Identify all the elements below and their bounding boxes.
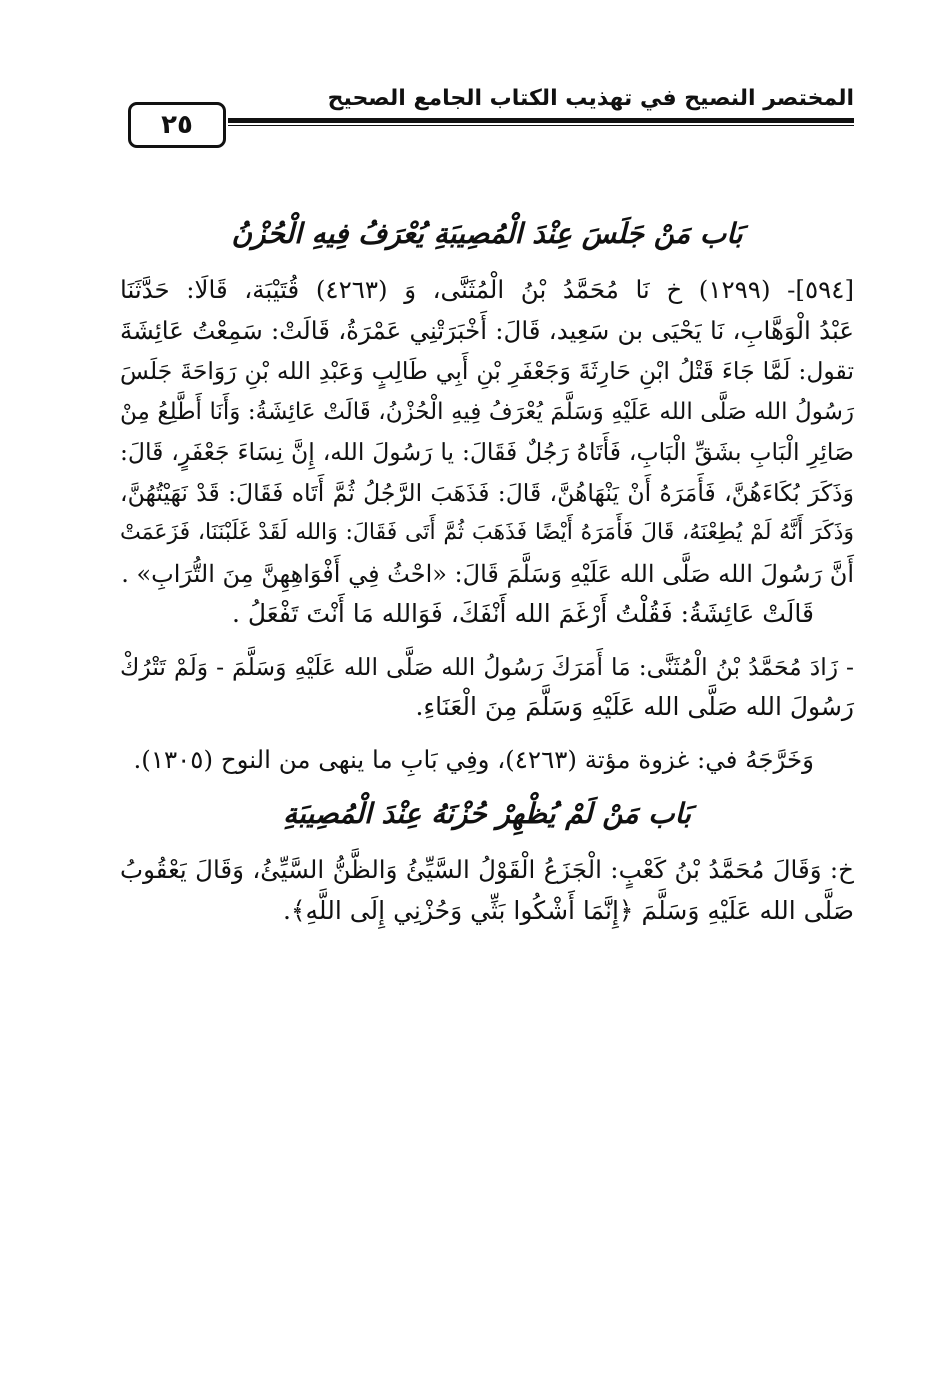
- takhrij-line: وَخَرَّجَهُ في: غزوة مؤتة (٤٢٦٣)، وفِي بَابِ ما ينهى من النوح (١٣٠٥).: [133, 744, 814, 774]
- text-line: رَسُولُ الله صَلَّى الله عَلَيْهِ وَسَلَّمَ يُعْرَفُ فِيهِ الْحُزْنُ، قَالَتْ عَائِشَةُ: وَأَنَا أَطَّلِعُ مِنْ: [120, 398, 854, 425]
- running-title: المختصر النصيح في تهذيب الكتاب الجامع الصحيح: [327, 86, 854, 111]
- page-body: [120, 212, 854, 931]
- aisha-line: قَالَتْ عَائِشَةُ: فَقُلْتُ أَرْغَمَ الله أَنْفَكَ، فَوَالله مَا أَنْتَ تَفْعَلُ .: [231, 599, 814, 628]
- chapter-title: بَاب مَنْ جَلَسَ عِنْدَ الْمُصِيبَةِ يُعْرَفُ فِيهِ الْحُزْنُ: [231, 217, 743, 250]
- page-number: ٢٥: [128, 102, 226, 148]
- header-rule: [228, 118, 854, 126]
- text-line: [٥٩٤]- (١٢٩٩) خ نَا مُحَمَّدُ بْنُ الْمُثَنَّى، وَ (٤٢٦٣) قُتَيْبَة، قَالَا: حَدَّثَنَا: [120, 275, 854, 304]
- spacer: [120, 635, 854, 647]
- addition-line: رَسُولَ الله صَلَّى الله عَلَيْهِ وَسَلَّمَ مِنَ الْعَنَاءِ.: [415, 692, 854, 721]
- page-header: [120, 78, 854, 168]
- text-line: صَلَّى الله عَلَيْهِ وَسَلَّمَ ﴿إِنَّمَا أَشْكُوا بَثِّي وَحُزْنِي إِلَى اللَّهِ﴾.: [282, 895, 854, 925]
- chapter-title: بَاب مَنْ لَمْ يُظْهِرْ حُزْنَهُ عِنْدَ الْمُصِيبَةِ: [283, 797, 691, 830]
- text-line: وَذَكَرَ أَنَّهُ لَمْ يُطِعْنَهُ، قَالَ فَأَمَرَهُ أَيْضًا فَذَهَبَ ثُمَّ أَتَى فَقَالَ: وَالله لَقَدْ غَلَبْنَنَا، فَزَعَمَتْ: [120, 520, 854, 545]
- text-line: وَذَكَرَ بُكَاءَهُنَّ، فَأَمَرَهُ أَنْ يَنْهَاهُنَّ، قَالَ: فَذَهَبَ الرَّجُلُ ثُمَّ أَتَاه فَقَالَ: قَدْ نَهَيْتُهُنَّ،: [120, 478, 854, 507]
- text-line: عَبْدُ الْوَهَّابِ، نَا يَحْيَى بن سَعِيد، قَالَ: أَخْبَرَتْنِي عَمْرَةُ، قَالَتْ: سَمِعْتُ عَائِشَةَ: [120, 315, 854, 345]
- text-line: صَائِرِ الْبَابِ بشَقِّ الْبَابِ، فَأَتَاهُ رَجُلٌ فَقَالَ: يا رَسُولَ الله، إِنَّ نِسَاءَ جَعْفَرٍ، قَالَ:: [120, 438, 854, 466]
- text-line: تقول: لَمَّا جَاءَ قَتْلُ ابْنِ حَارِثَةَ وَجَعْفَرِ بْنِ أَبِي طَالِبٍ وَعَبْدِ الله بْنِ رَوَاحَةَ جَلَسَ: [120, 357, 854, 385]
- spacer: [120, 780, 854, 792]
- spacer: [120, 728, 854, 740]
- text-line: خ: وَقَالَ مُحَمَّدُ بْنُ كَعْبٍ: الْجَزَعُ الْقَوْلُ السَّيِّئُ وَالظَّنُّ السَّيِّئُ، وَقَالَ يَعْقُوبُ: [120, 855, 854, 884]
- text-line: أَنَّ رَسُولَ الله صَلَّى الله عَلَيْهِ وَسَلَّمَ قَالَ: «احْثُ فِي أَفْوَاهِهِنَّ مِنَ التُّرَابِ» .: [121, 559, 854, 588]
- addition-line: - زَادَ مُحَمَّدُ بْنُ الْمُثَنَّى: مَا أَمَرَكَ رَسُولُ الله صَلَّى الله عَلَيْهِ وَسَلَّمَ - وَلَمْ تَتْرُكْ: [120, 652, 854, 681]
